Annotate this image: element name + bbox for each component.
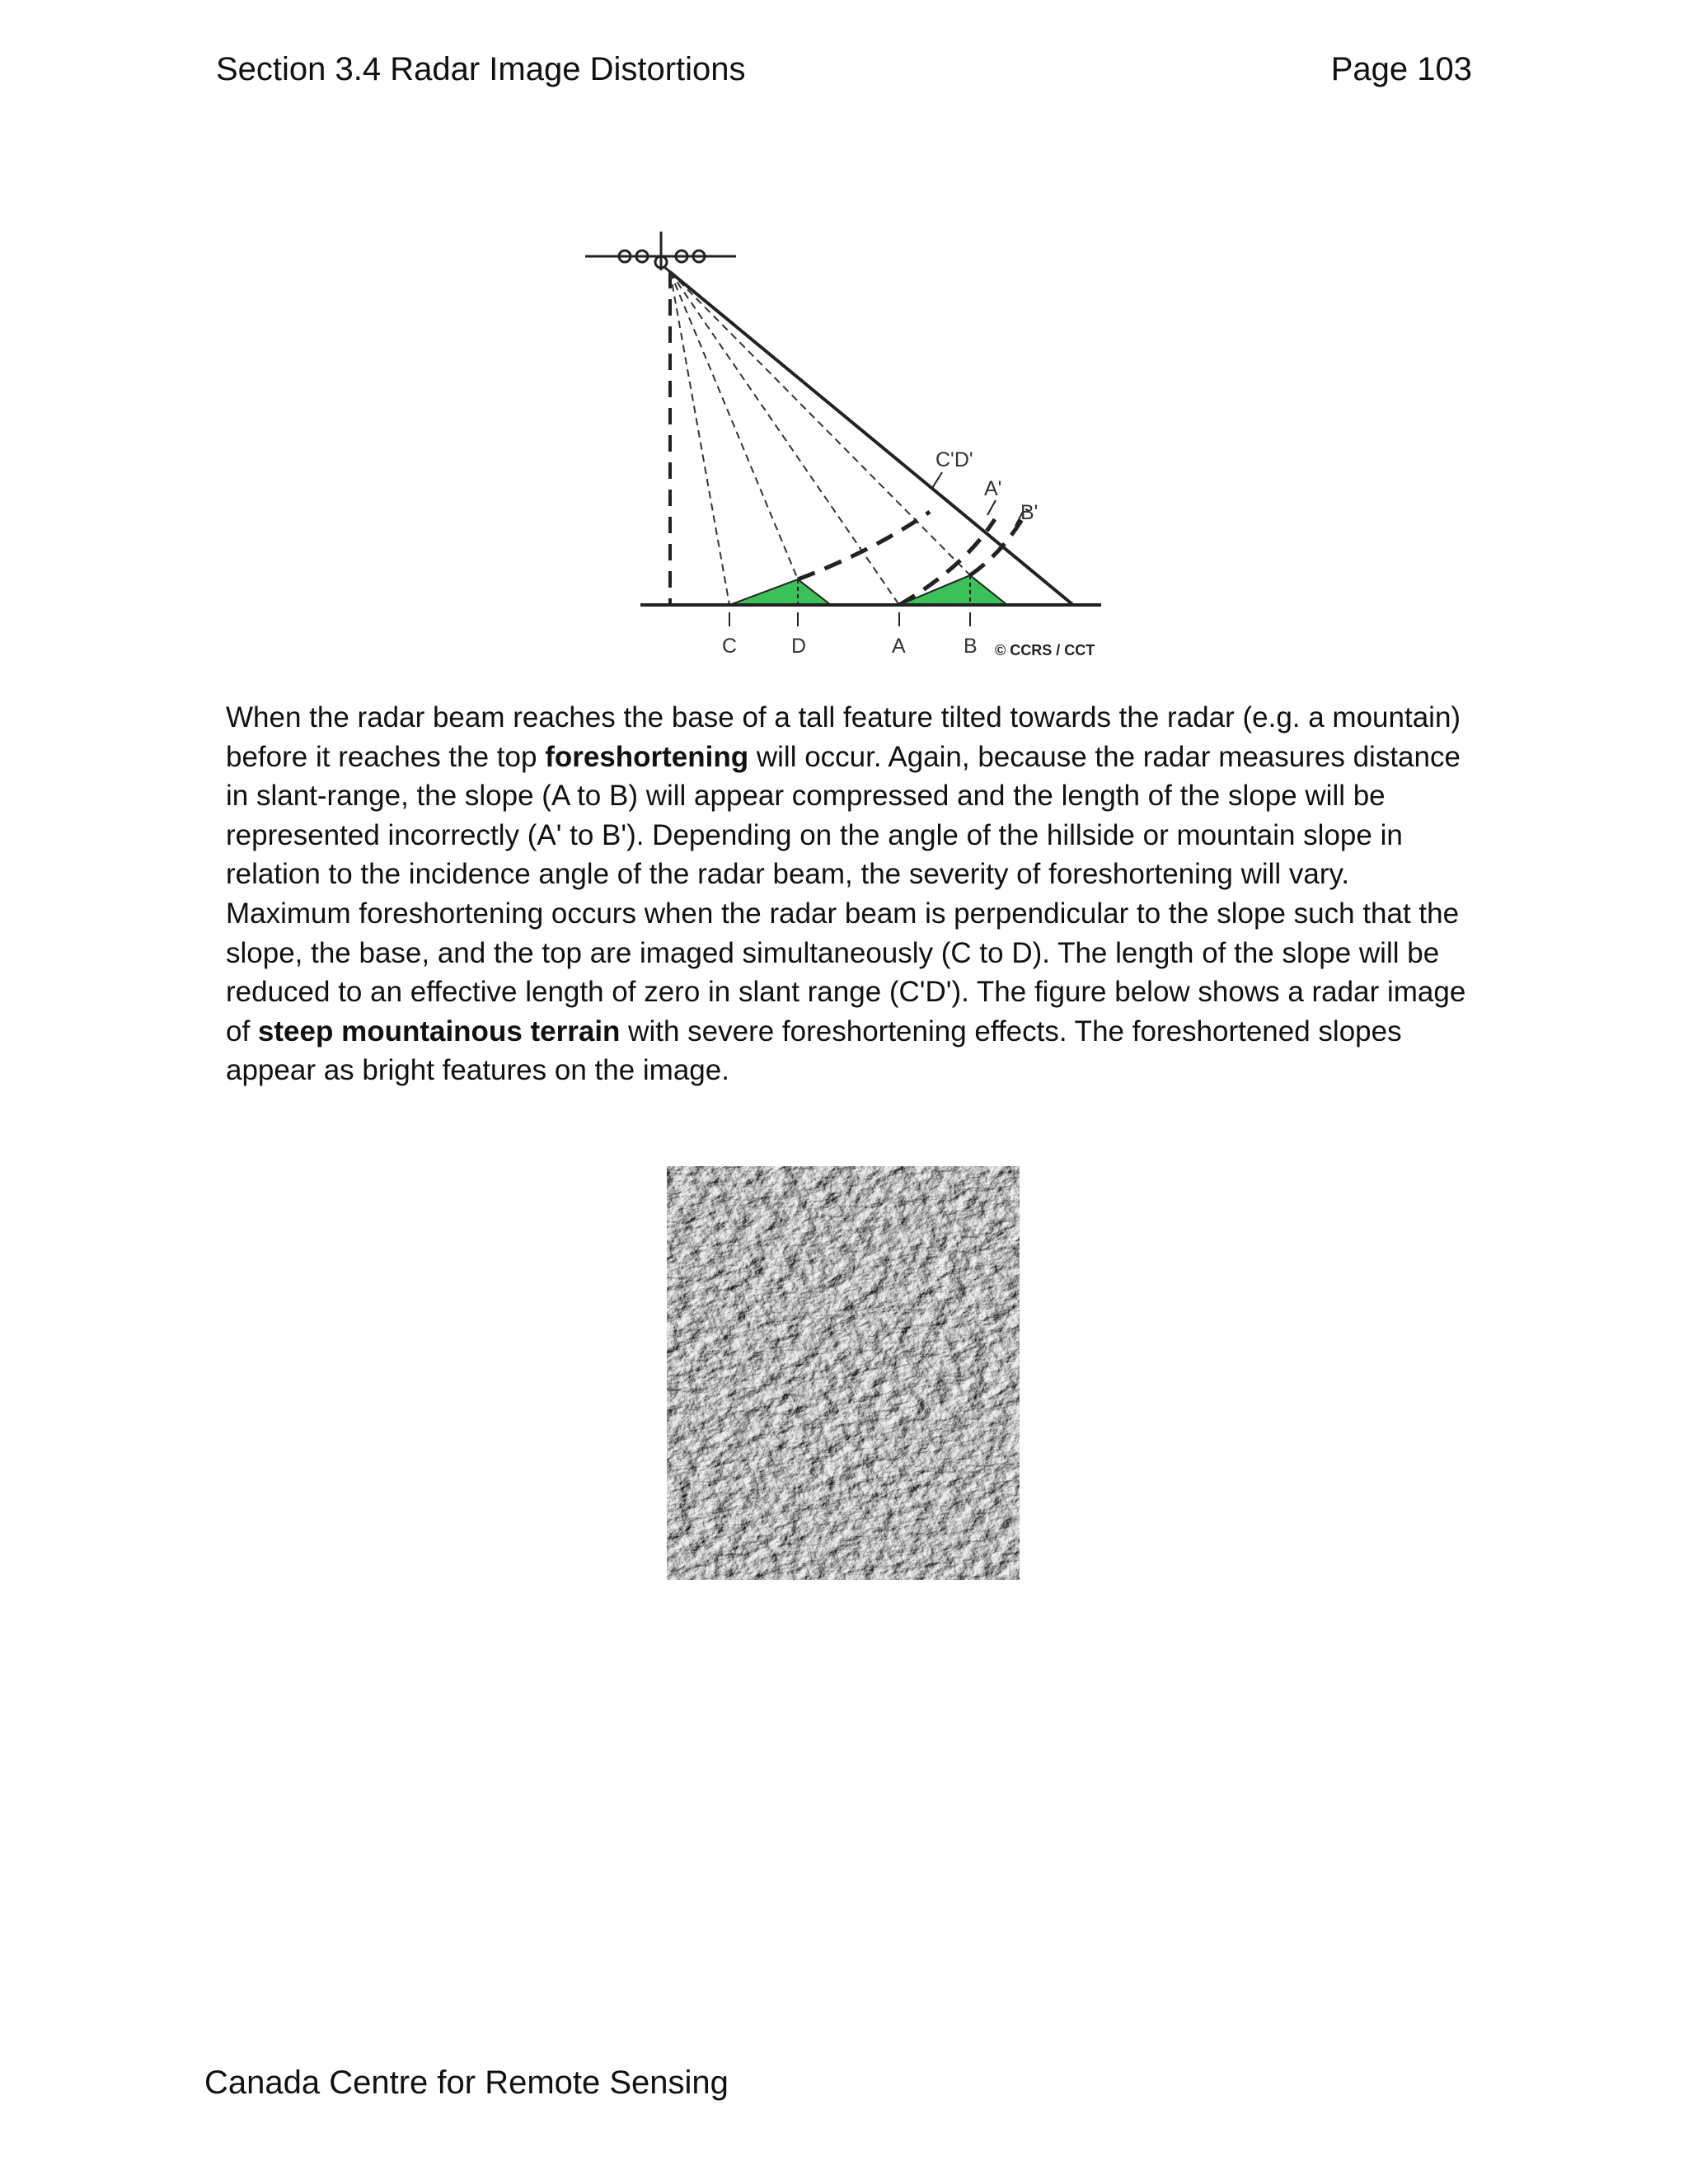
bold-term-foreshortening: foreshortening [545, 740, 749, 773]
beam-rays [670, 272, 970, 605]
slope-ab [899, 575, 1007, 605]
aircraft-icon [585, 232, 736, 275]
body-text-run: will occur. Again, because the radar measures distance in slant-range, the slope (A to B) will appear compressed and the length of the slope will be represented incorrectly (A' to B'). Depending on the angle of the hillside or mountain slope in relation to the incidence angle of the radar beam, the severity of foreshortening will vary. Maximum foreshortening occurs when the radar beam is perpendicular to the slope such that the slope, the base, and the top are imaged simultaneously (C to D). The length of the slope will be reduced to an effective length of zero in slant range (C'D'). The figure below shows a radar image of [226, 740, 1466, 1047]
foreshortening-diagram [560, 221, 1121, 666]
label-b: B [964, 635, 978, 658]
body-paragraph [226, 698, 1479, 1090]
label-d: D [791, 635, 807, 658]
label-cd-prime: C'D' [935, 448, 973, 471]
label-b-prime: B' [1020, 501, 1039, 524]
running-footer: Canada Centre for Remote Sensing [204, 2064, 729, 2101]
copyright-notice: © CCRS / CCT [995, 642, 1095, 658]
ground-ticks [729, 612, 970, 626]
far-range-beam [670, 272, 1073, 605]
label-a: A [892, 635, 906, 658]
body-text-run: with severe foreshortening effects. The foreshortened slopes appear as bright features on the image. [226, 1015, 1402, 1087]
running-header-page-number: Page 103 [1330, 51, 1472, 87]
running-header-section: Section 3.4 Radar Image Distortions [216, 51, 746, 87]
label-a-prime: A' [984, 477, 1002, 500]
radar-terrain-image [667, 1166, 1020, 1580]
body-text-run: When the radar beam reaches the base of a tall feature tilted towards the radar (e.g. a mountain) before it reaches the top [226, 701, 1461, 773]
bold-term-mountainous-terrain: steep mountainous terrain [257, 1015, 621, 1047]
slope-cd [729, 579, 831, 605]
slant-range-arcs [798, 509, 1028, 605]
label-c: C [722, 635, 738, 658]
